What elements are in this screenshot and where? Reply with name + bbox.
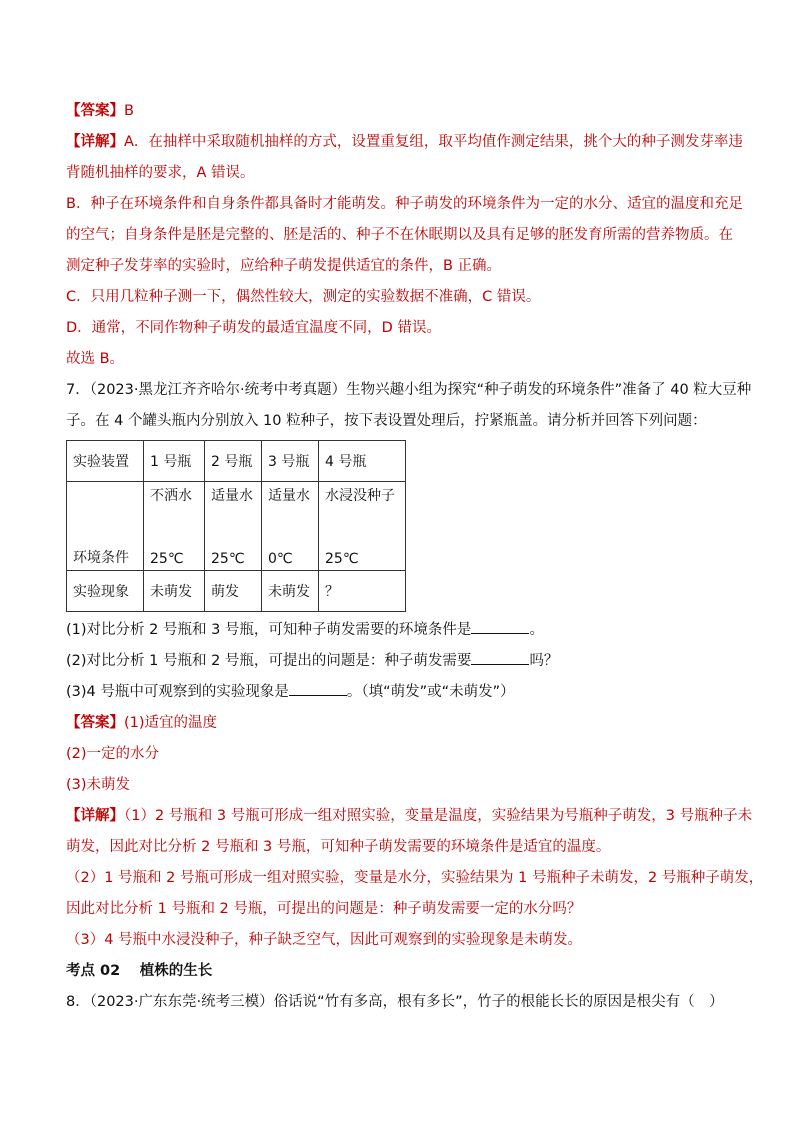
detail-text: 因此对比分析 1 号瓶和 2 号瓶，可提出的问题是：种子萌发需要一定的水分吗？ <box>66 901 582 917</box>
temp-value: 0℃ <box>268 551 293 567</box>
table-cell <box>319 482 406 571</box>
sub-question <box>66 615 728 646</box>
detail-text: 萌发，因此对比分析 2 号瓶和 3 号瓶，可知种子萌发需要的环境条件是适宜的温度。 <box>66 839 611 855</box>
table-header-cell: 4 号瓶 <box>319 441 406 482</box>
detail-text: 测定种子发芽率的实验时，应给种子萌发提供适宜的条件，B 正确。 <box>66 258 502 274</box>
question-source: （2023·黑龙江齐齐哈尔·统考中考真题） <box>89 382 347 398</box>
answer-value: (2)一定的水分 <box>66 746 160 762</box>
answer-value: (1)适宜的温度 <box>124 715 218 731</box>
question-text: 俗话说“竹有多高，根有多长”，竹子的根能长长的原因是根尖有（ ） <box>273 994 724 1010</box>
water-value: 适量水 <box>211 488 253 504</box>
detail-text: C．只用几粒种子测一下，偶然性较大，测定的实验数据不准确，C 错误。 <box>66 289 541 305</box>
conclusion-text: 故选 B。 <box>66 351 125 367</box>
water-value: 适量水 <box>268 488 310 504</box>
temp-value: 25℃ <box>211 551 245 567</box>
answer-blank <box>289 681 347 696</box>
answer-label: 【答案】 <box>66 103 124 119</box>
sub-question-text: 。（填“萌发”或“未萌发”） <box>346 684 515 700</box>
water-value: 水浸没种子 <box>325 488 395 504</box>
table-cell: 未萌发 <box>144 571 205 612</box>
temp-value: 25℃ <box>150 551 184 567</box>
answer-blank <box>471 650 529 665</box>
water-value: 不洒水 <box>150 488 192 504</box>
answer-line <box>66 96 728 127</box>
sub-question <box>66 677 728 708</box>
table-header-cell: 实验装置 <box>67 441 144 482</box>
detail-text: （3）4 号瓶中水浸没种子，种子缺乏空气，因此可观察到的实验现象是未萌发。 <box>66 932 583 948</box>
question-number: 7． <box>66 382 90 398</box>
experiment-table <box>66 440 406 612</box>
document-page <box>66 96 764 1018</box>
table-cell <box>205 482 262 571</box>
detail-line <box>66 127 743 158</box>
section-heading: 考点 02 植株的生长 <box>66 963 213 979</box>
table-row-label: 实验现象 <box>67 571 144 612</box>
table-cell: 萌发 <box>205 571 262 612</box>
answer-line <box>66 708 728 739</box>
table-cell: 未萌发 <box>262 571 319 612</box>
detail-text: 背随机抽样的要求，A 错误。 <box>66 165 255 181</box>
question-stem <box>66 375 752 406</box>
question-text: 生物兴趣小组为探究“种子萌发的环境条件”准备了 40 粒大豆种 <box>346 382 752 398</box>
table-cell: ？ <box>319 571 406 612</box>
table-header-cell: 1 号瓶 <box>144 441 205 482</box>
detail-text: （1）2 号瓶和 3 号瓶可形成一组对照实验，变量是温度，实验结果为号瓶种子萌发，3 号瓶种子未 <box>124 808 753 824</box>
table-row <box>67 441 406 482</box>
table-cell <box>144 482 205 571</box>
detail-text: D．通常，不同作物种子萌发的最适宜温度不同，D 错误。 <box>66 320 441 336</box>
sub-question-text: (2)对比分析 1 号瓶和 2 号瓶，可提出的问题是：种子萌发需要 <box>66 653 472 669</box>
answer-value: B <box>124 103 134 119</box>
sub-question-text: (3)4 号瓶中可观察到的实验现象是 <box>66 684 289 700</box>
detail-label: 【详解】 <box>66 134 124 150</box>
question-number: 8． <box>66 994 90 1010</box>
detail-text: A．在抽样中采取随机抽样的方式，设置重复组，取平均值作测定结果，挑个大的种子测发芽率违 <box>124 134 743 150</box>
answer-blank <box>471 619 529 634</box>
question-text: 子。在 4 个罐头瓶内分别放入 10 粒种子，按下表设置处理后，拧紧瓶盖。请分析并回答下列问题： <box>66 413 707 429</box>
table-row <box>67 571 406 612</box>
detail-line <box>66 801 753 832</box>
sub-question-text: (1)对比分析 2 号瓶和 3 号瓶，可知种子萌发需要的环境条件是 <box>66 622 472 638</box>
table-header-cell: 2 号瓶 <box>205 441 262 482</box>
sub-question-text: 。 <box>529 622 544 638</box>
table-row-label <box>67 482 144 571</box>
answer-value: (3)未萌发 <box>66 777 131 793</box>
detail-text: B．种子在环境条件和自身条件都具备时才能萌发。种子萌发的环境条件为一定的水分、适宜的温度和充足 <box>66 196 743 212</box>
table-row <box>67 482 406 571</box>
table-header-cell: 3 号瓶 <box>262 441 319 482</box>
detail-label: 【详解】 <box>66 808 124 824</box>
question-source: （2023·广东东莞·统考三模） <box>89 994 274 1010</box>
sub-question-text: 吗？ <box>529 653 559 669</box>
detail-text: （2）1 号瓶和 2 号瓶可形成一组对照实验，变量是水分，实验结果为 1 号瓶种子未萌发，2 号瓶种子萌发， <box>66 870 764 886</box>
sub-question <box>66 646 728 677</box>
temp-value: 25℃ <box>325 551 359 567</box>
table-cell <box>262 482 319 571</box>
detail-text: 的空气；自身条件是胚是完整的、胚是活的、种子不在休眠期以及具有足够的胚发育所需的营养物质。在 <box>66 227 733 243</box>
question-stem <box>66 987 728 1018</box>
answer-label: 【答案】 <box>66 715 124 731</box>
env-label: 环境条件 <box>73 550 129 566</box>
